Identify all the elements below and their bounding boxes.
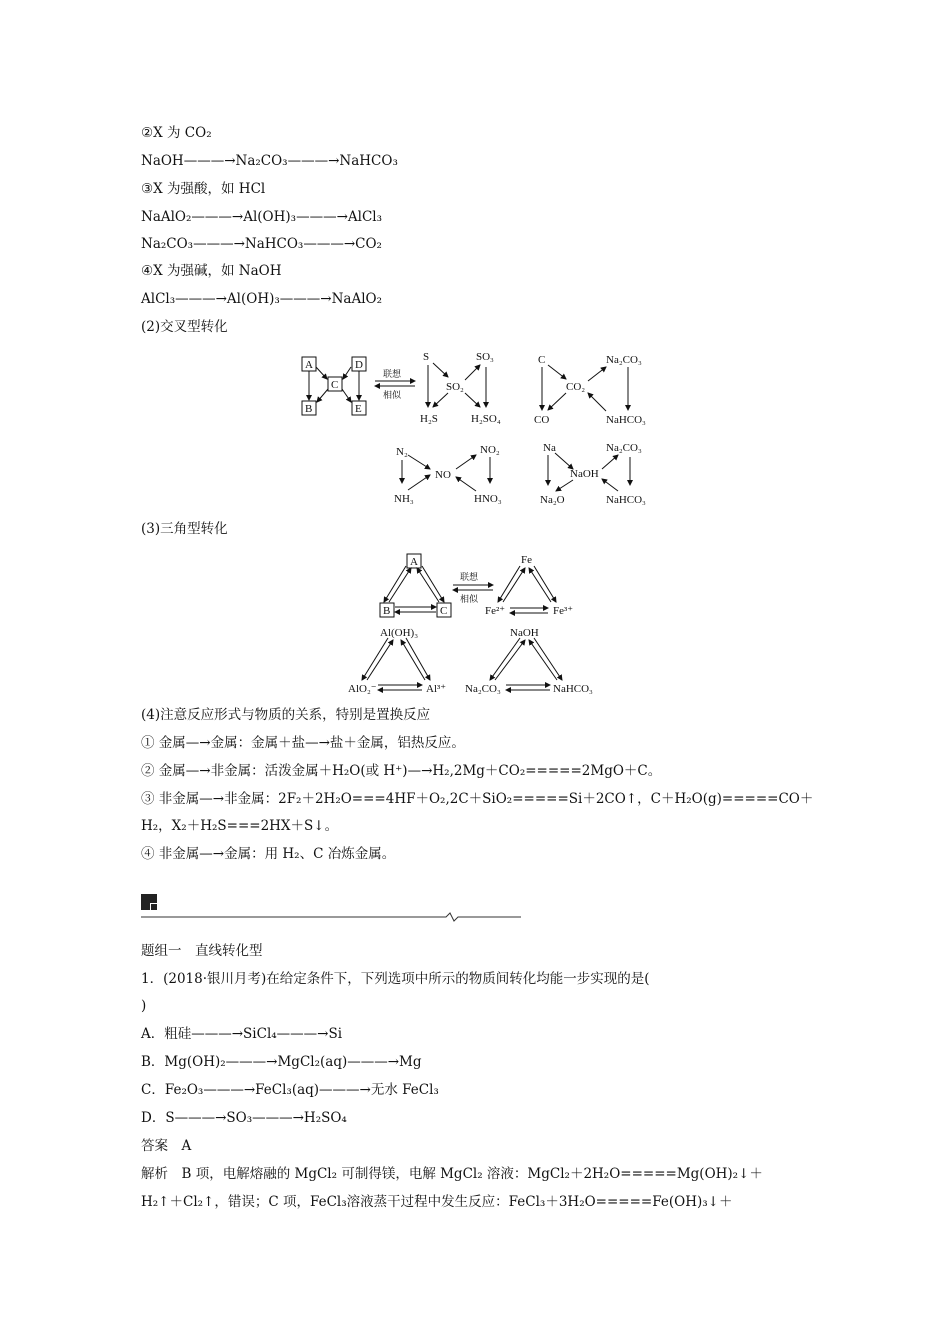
question-text: 1．(2018·银川月考)在给定条件下，下列选项中所示的物质间转化均能一步实现的是( xyxy=(141,971,650,987)
option-a: A．粗硅———→SiCl₄———→Si xyxy=(141,1026,343,1042)
explanation: H₂↑＋Cl₂↑，错误；C 项，FeCl₃溶液蒸干过程中发生反应：FeCl₃＋3H₂O=====Fe(OH)₃↓＋ xyxy=(141,1194,733,1210)
text-line: ③X 为强酸，如 HCl xyxy=(141,181,266,197)
box-c-label: C xyxy=(331,379,339,391)
box-d-label: D xyxy=(355,359,363,371)
species-label: NO₂ xyxy=(480,444,500,456)
text-line: ④ 非金属—→金属：用 H₂、C 冶炼金属。 xyxy=(141,846,396,862)
question-text: ) xyxy=(141,998,147,1014)
link-top-label: 联想 xyxy=(460,572,479,582)
species-label: SO₂ xyxy=(446,381,464,393)
text-line: 题组一 直线转化型 xyxy=(141,943,263,959)
species-label: NaHCO₃ xyxy=(606,494,646,506)
species-label: H₂S xyxy=(420,413,438,425)
species-label: Na xyxy=(543,442,556,454)
explanation: 解析 B 项，电解熔融的 MgCl₂ 可制得镁，电解 MgCl₂ 溶液：MgCl₂＋2H₂O=====Mg(OH)₂↓＋ xyxy=(141,1166,763,1182)
option-d: D．S———→SO₃———→H₂SO₄ xyxy=(141,1110,347,1126)
species-label: Fe xyxy=(521,554,532,566)
species-label: N₂ xyxy=(396,446,408,458)
species-label: Na₂CO₃ xyxy=(606,442,642,454)
species-label: NaOH xyxy=(570,468,599,480)
species-label: NH₃ xyxy=(394,493,414,505)
text-line: (4)注意反应形式与物质的关系，特别是置换反应 xyxy=(141,707,431,723)
species-label: NaOH xyxy=(510,627,539,639)
species-label: Fe³⁺ xyxy=(553,605,574,617)
section-marker-icon xyxy=(141,894,157,910)
species-label: C xyxy=(538,354,546,366)
box-e-label: E xyxy=(355,403,362,415)
species-label: NaHCO₃ xyxy=(606,414,646,426)
species-label: SO₃ xyxy=(476,351,494,363)
text-line: ②X 为 CO₂ xyxy=(141,125,212,141)
text-line: H₂，X₂＋H₂S===2HX＋S↓。 xyxy=(141,818,339,834)
text-line: ④X 为强碱，如 NaOH xyxy=(141,263,282,279)
box-c-label: C xyxy=(440,605,448,617)
species-label: HNO₃ xyxy=(474,493,502,505)
species-label: Na₂CO₃ xyxy=(606,354,642,366)
species-label: AlO₂⁻ xyxy=(348,683,377,695)
box-b-label: B xyxy=(383,605,391,617)
species-label: Na₂O xyxy=(540,494,565,506)
option-b: B．Mg(OH)₂———→MgCl₂(aq)———→Mg xyxy=(141,1054,422,1070)
text-line: ③ 非金属—→非金属：2F₂＋2H₂O===4HF＋O₂,2C＋SiO₂=====Si＋2CO↑，C＋H₂O(g)=====CO＋ xyxy=(141,791,814,807)
text-line: Na₂CO₃———→NaHCO₃———→CO₂ xyxy=(141,236,382,252)
text-line: (2)交叉型转化 xyxy=(141,319,228,335)
answer: 答案 A xyxy=(141,1138,192,1154)
cross-conversion-diagram xyxy=(290,345,670,515)
species-label: Na₂CO₃ xyxy=(465,683,501,695)
species-label: H₂SO₄ xyxy=(471,413,501,425)
species-label: NO xyxy=(435,469,451,481)
text-line: (3)三角型转化 xyxy=(141,521,228,537)
box-a-label: A xyxy=(305,359,313,371)
link-bottom-label: 相似 xyxy=(383,390,402,400)
section-divider xyxy=(141,912,531,922)
text-line: AlCl₃———→Al(OH)₃———→NaAlO₂ xyxy=(141,291,383,307)
species-label: Al(OH)₃ xyxy=(380,627,419,639)
species-label: S xyxy=(423,351,430,363)
text-line: ② 金属—→非金属：活泼金属＋H₂O(或 H⁺)—→H₂,2Mg＋CO₂=====2MgO＋C。 xyxy=(141,763,662,779)
species-label: NaHCO₃ xyxy=(553,683,593,695)
species-label: CO xyxy=(534,414,550,426)
species-label: Al³⁺ xyxy=(426,683,447,695)
box-b-label: B xyxy=(305,403,313,415)
section-header xyxy=(141,888,531,922)
text-line: ① 金属—→金属：金属＋盐—→盐＋金属，铝热反应。 xyxy=(141,735,465,751)
option-c: C．Fe₂O₃———→FeCl₃(aq)———→无水 FeCl₃ xyxy=(141,1082,439,1098)
link-top-label: 联想 xyxy=(383,369,402,379)
species-label: Fe²⁺ xyxy=(485,605,506,617)
triangle-conversion-diagram xyxy=(340,548,610,700)
box-a-label: A xyxy=(410,556,418,568)
species-label: CO₂ xyxy=(566,381,586,393)
text-line: NaOH———→Na₂CO₃———→NaHCO₃ xyxy=(141,153,398,169)
text-line: NaAlO₂———→Al(OH)₃———→AlCl₃ xyxy=(141,209,383,225)
link-bottom-label: 相似 xyxy=(460,594,479,604)
